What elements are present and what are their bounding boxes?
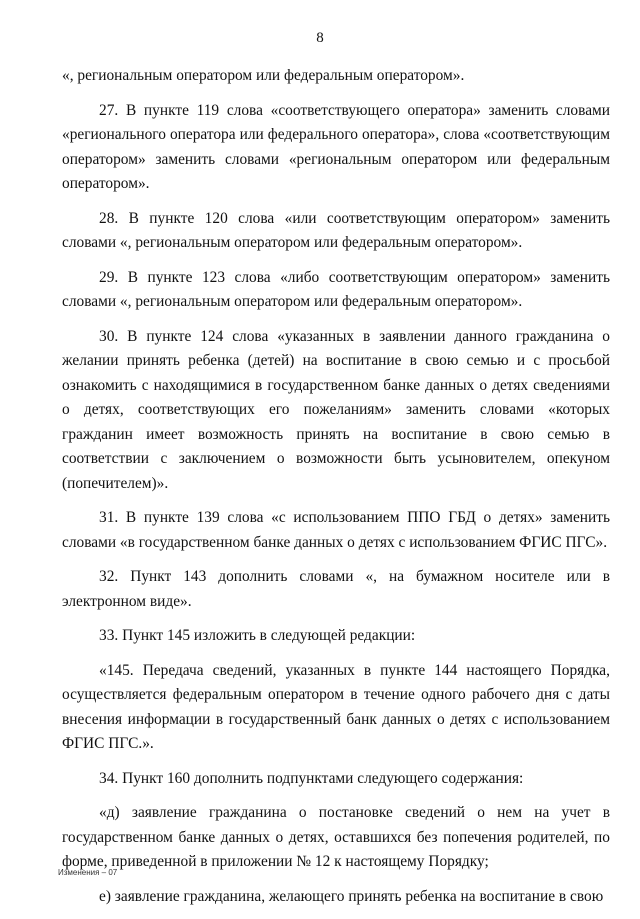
- page-number: 8: [316, 30, 324, 46]
- footer-label: Изменения – 07: [58, 868, 118, 877]
- document-body: [62, 64, 610, 919]
- paragraph-item-27: 27. В пункте 119 слова «соответствующего оператора» заменить словами «регионального оператора или федерального оператора», слова «соответствующим оператором» заменить словами «региональным оператором или федеральным оператором».: [62, 101, 610, 192]
- paragraph-item-34: 34. Пункт 160 дополнить подпунктами следующего содержания:: [99, 769, 524, 787]
- subparagraph-d: «д) заявление гражданина о постановке сведений о нем на учет в государственном банке данных о детях, оставшихся без попечения родителей, по форме, приведенной в приложении № 12 к настоящему Порядку;: [62, 804, 610, 870]
- paragraph-continuation: «, региональным оператором или федеральным оператором».: [62, 67, 465, 84]
- paragraph-item-32: 32. Пункт 143 дополнить словами «, на бумажном носителе или в электронном виде».: [62, 568, 610, 610]
- paragraph-item-28: 28. В пункте 120 слова «или соответствующим оператором» заменить словами «, региональным оператором или федеральным оператором».: [62, 209, 610, 251]
- paragraph-item-29: 29. В пункте 123 слова «либо соответствующим оператором» заменить словами «, региональным оператором или федеральным оператором».: [62, 268, 610, 310]
- subparagraph-e: е) заявление гражданина, желающего принять ребенка на воспитание в свою: [99, 887, 604, 905]
- paragraph-item-30: 30. В пункте 124 слова «указанных в заявлении данного гражданина о желании принять ребенка (детей) на воспитание в свою семью и с просьбой ознакомить с находящимися в государственном банке данных о детях сведениями о детях, соответствующих его пожеланиям» заменить словами «которых гражданин имеет возможность принять на воспитание в свою семью в соответствии с заключением о возможности быть усыновителем, опекуном (попечителем)».: [62, 327, 610, 492]
- paragraph-item-31: 31. В пункте 139 слова «с использованием ППО ГБД о детях» заменить словами «в государственном банке данных о детях с использованием ФГИС ПГС».: [62, 509, 610, 551]
- paragraph-item-145-text: «145. Передача сведений, указанных в пункте 144 настоящего Порядка, осуществляется федеральным оператором в течение одного рабочего дня с даты внесения информации в государственный банк данных о детях с использованием ФГИС ПГС.».: [62, 661, 610, 752]
- paragraph-item-33: 33. Пункт 145 изложить в следующей редакции:: [99, 627, 416, 644]
